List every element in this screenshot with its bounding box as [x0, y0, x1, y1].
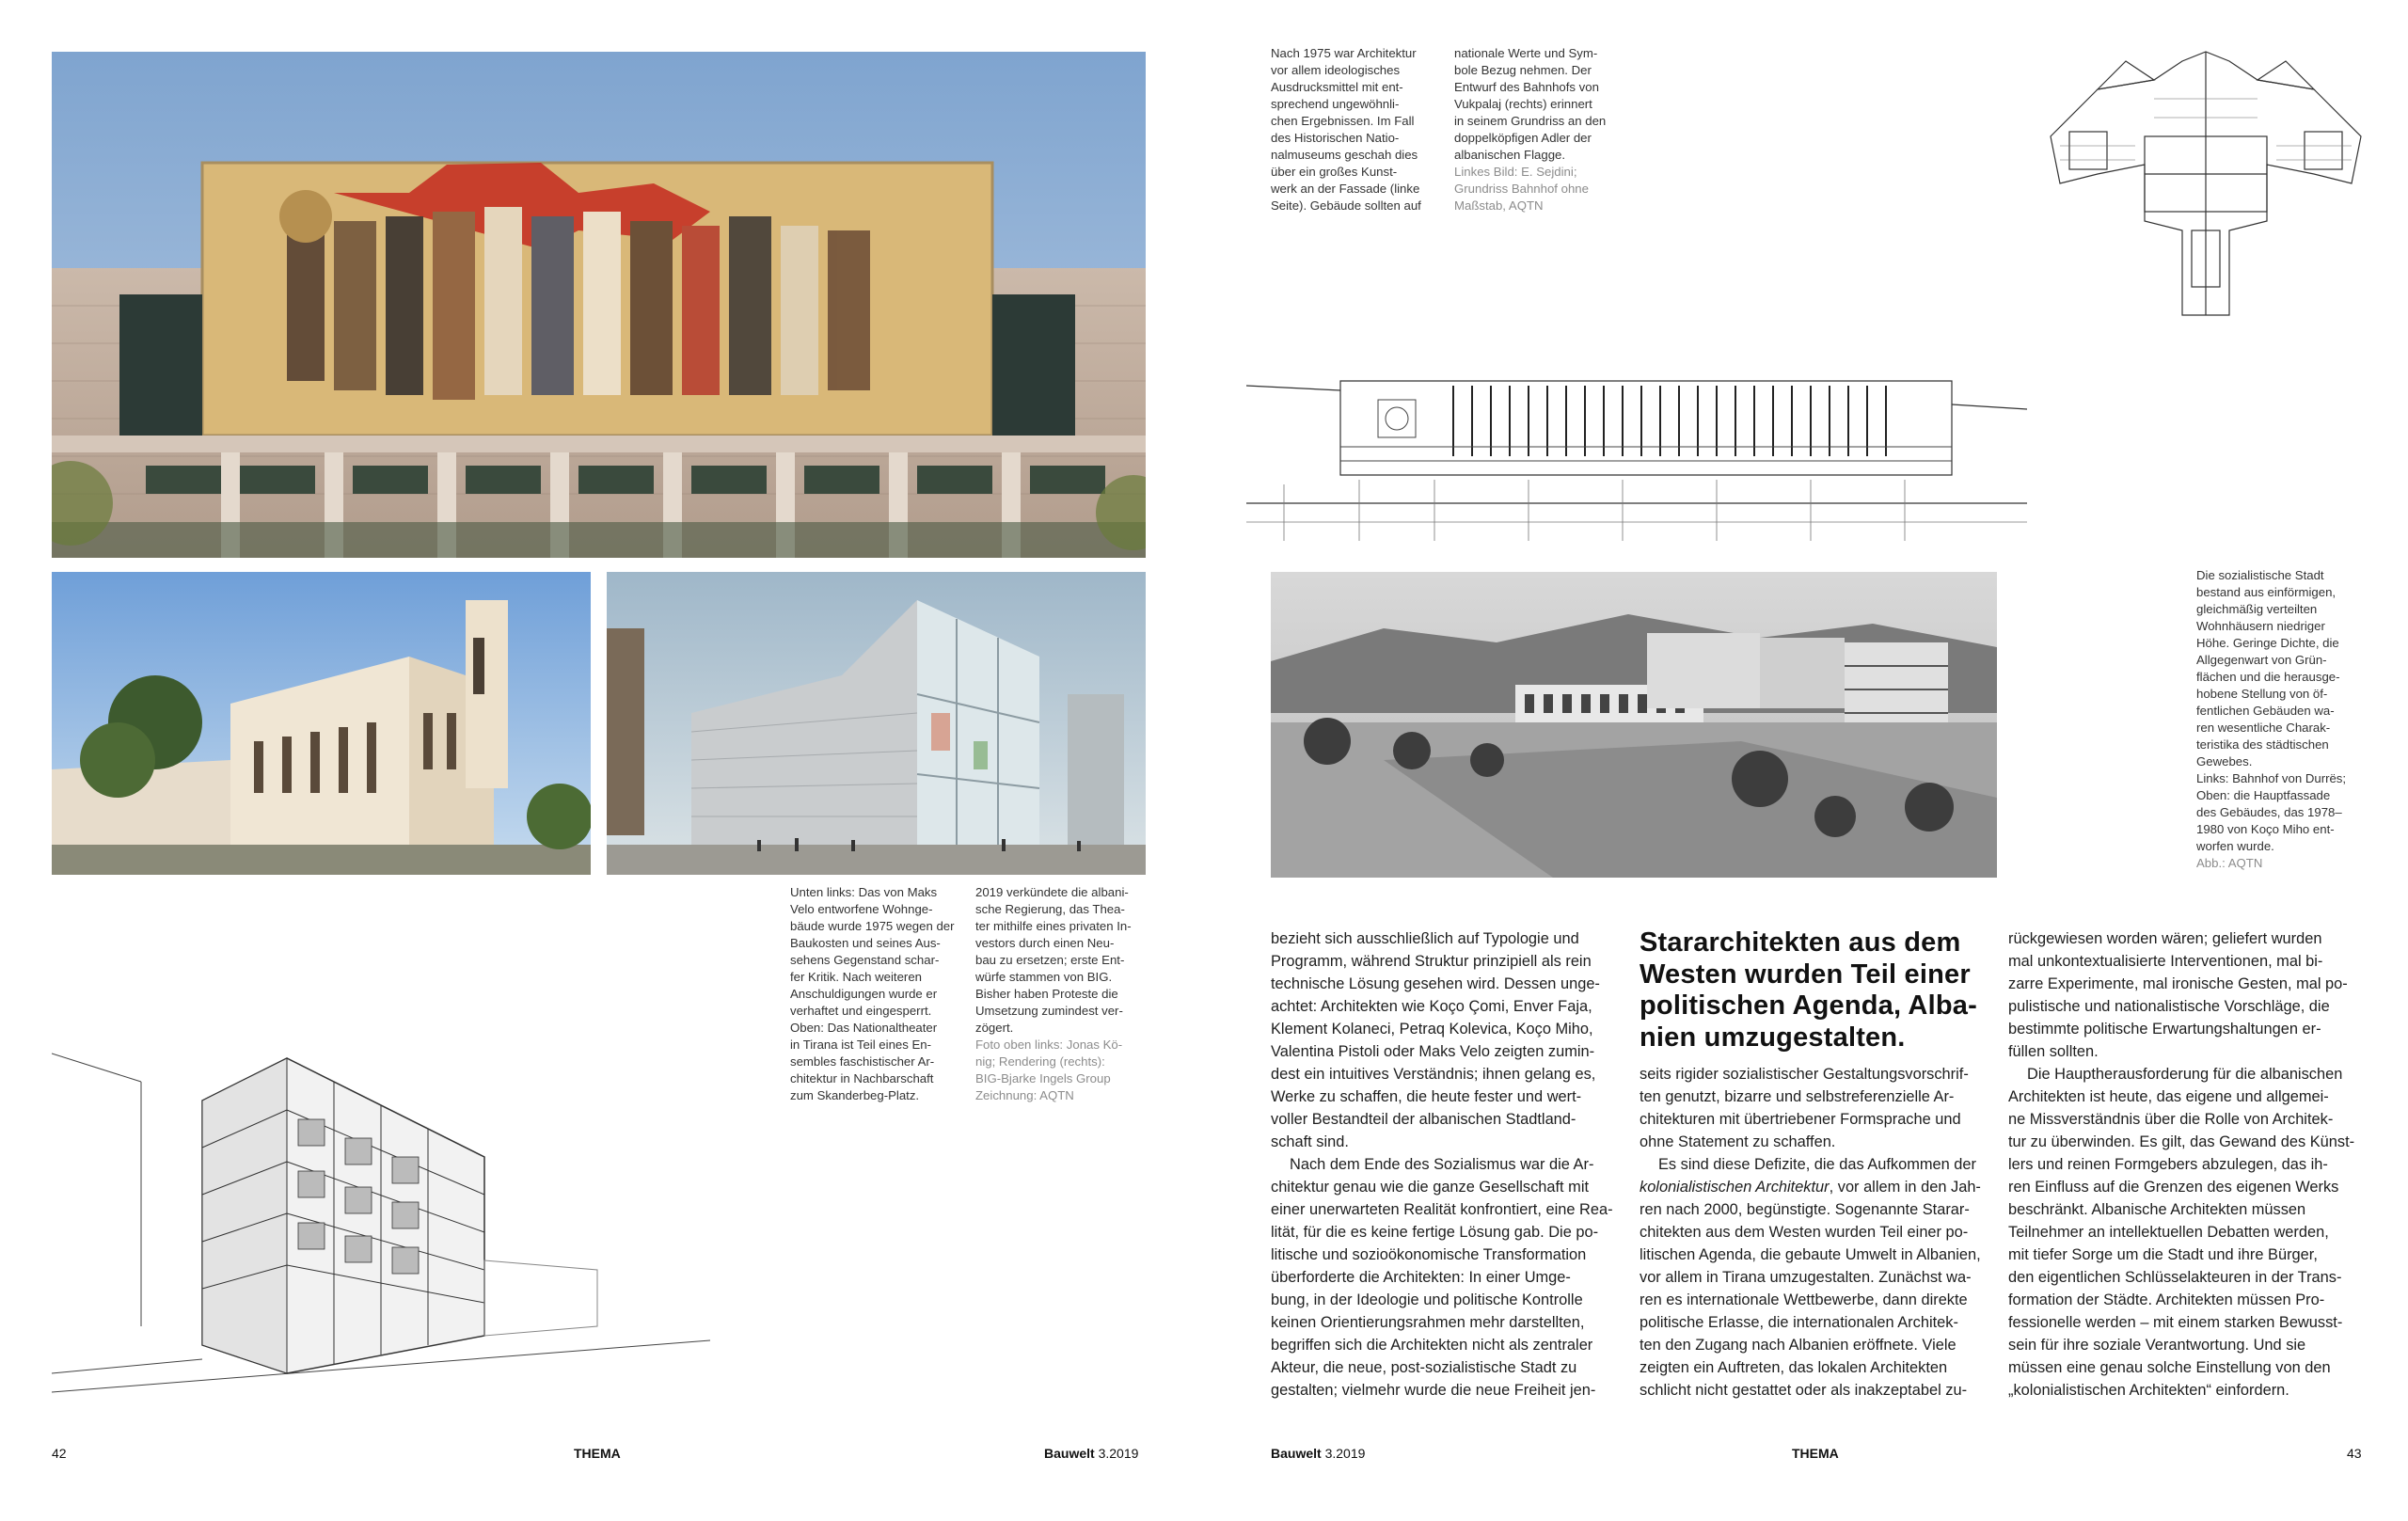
caption-line: des Gebäudes, das 1978–: [2196, 805, 2342, 819]
caption-line: Oben: Das Nationaltheater: [790, 1021, 938, 1035]
caption-line: 1980 von Koço Miho ent-: [2196, 822, 2335, 836]
credit-line: Abb.: AQTN: [2196, 856, 2263, 870]
body-line: füllen sollten.: [2008, 1043, 2099, 1060]
body-line: bung, in der Ideologie und politische Kontrolle: [1271, 1291, 1583, 1308]
caption-line: Seite). Gebäude sollten auf: [1271, 198, 1421, 213]
body-line: chitektur genau wie die ganze Gesellschaft mit: [1271, 1179, 1590, 1196]
body-line: tur zu überwinden. Es gilt, das Gewand des Künst-: [2008, 1133, 2355, 1150]
body-line: den eigentlichen Schlüsselakteuren in der Trans-: [2008, 1269, 2342, 1286]
body-line: einer unerwarteten Realität konfrontiert, eine Rea-: [1271, 1201, 1613, 1218]
body-line: ten genutzt, bizarre und selbstreferenzielle Ar-: [1640, 1088, 1955, 1105]
body-line: kolonialistischen Architektur, vor allem in den Jah-: [1640, 1179, 1981, 1196]
caption-left-col1: [790, 884, 974, 1104]
body-line: litischen Agenda, die gebaute Umwelt in Albanien,: [1640, 1246, 1981, 1263]
issue-number: 3.2019: [1324, 1446, 1366, 1461]
body-line: Valentina Pistoli oder Maks Velo zeigten zumin-: [1271, 1043, 1595, 1060]
caption-line: ren wesentliche Charak-: [2196, 721, 2331, 735]
body-line: mit tiefer Sorge um die Stadt und ihre Bürger,: [2008, 1246, 2318, 1263]
body-line: schaft sind.: [1271, 1133, 1349, 1150]
pull-quote: [1640, 927, 2006, 1054]
section-label-left: THEMA: [574, 1446, 621, 1461]
body-line: Klement Kolaneci, Petraq Kolevica, Koço Miho,: [1271, 1021, 1593, 1038]
body-line: Akteur, die neue, post-sozialistische Stadt zu: [1271, 1359, 1577, 1376]
body-line: zeigten ein Auftreten, das lokalen Architekten: [1640, 1359, 1948, 1376]
credit-line: BIG-Bjarke Ingels Group: [975, 1071, 1111, 1085]
caption-line: Die sozialistische Stadt: [2196, 568, 2324, 582]
body-line: ren Einfluss auf die Grenzen des eigenen Werks: [2008, 1179, 2339, 1196]
caption-line: bestand aus einförmigen,: [2196, 585, 2337, 599]
caption-line: bäude wurde 1975 wegen der: [790, 919, 955, 933]
body-line: chitekturen mit übertriebener Formsprache und: [1640, 1111, 1961, 1128]
body-line: zarre Experimente, mal ironische Gesten, mal po-: [2008, 975, 2348, 992]
credit-line: Zeichnung: AQTN: [975, 1088, 1074, 1102]
body-line: ren nach 2000, begünstigte. Sogenannte Starar-: [1640, 1201, 1970, 1218]
caption-line: sehens Gegenstand schar-: [790, 953, 940, 967]
caption-line: Allgegenwart von Grün-: [2196, 653, 2327, 667]
body-line: beschränkt. Albanische Architekten müssen: [2008, 1201, 2306, 1218]
caption-top-col1: [1271, 45, 1454, 214]
caption-line: Anschuldigungen wurde er: [790, 987, 938, 1001]
caption-line: bole Bezug nehmen. Der: [1454, 63, 1592, 77]
caption-line: in seinem Grundriss an den: [1454, 114, 1607, 128]
pull-quote-line: politischen Agenda, Alba-: [1640, 990, 1977, 1021]
pull-quote-line: Westen wurden Teil einer: [1640, 959, 1971, 990]
body-line: formation der Städte. Architekten müssen Pro-: [2008, 1291, 2325, 1308]
caption-line: verhaftet und eingesperrt.: [790, 1004, 932, 1018]
body-line: fessionelle werden – mit einem starken Bewusst-: [2008, 1314, 2343, 1331]
body-line: schlicht nicht gestattet oder als inakzeptabel zu-: [1640, 1382, 1968, 1399]
caption-line: nationale Werte und Sym-: [1454, 46, 1598, 60]
caption-line: chen Ergebnissen. Im Fall: [1271, 114, 1415, 128]
caption-line: worfen wurde.: [2196, 839, 2274, 853]
caption-line: Gewebes.: [2196, 754, 2253, 768]
body-column-3: [2008, 927, 2375, 1402]
caption-line: doppelköpfigen Adler der: [1454, 131, 1592, 145]
page-number-left: 42: [52, 1446, 67, 1461]
body-line: Es sind diese Defizite, die das Aufkommen der: [1658, 1156, 1977, 1173]
magazine-name: Bauwelt: [1271, 1446, 1322, 1461]
photo-national-theatre: [52, 572, 591, 875]
magazine-issue-left: [1044, 1445, 1138, 1462]
credit-line: Grundriss Bahnhof ohne: [1454, 182, 1589, 196]
caption-line: Vukpalaj (rechts) erinnert: [1454, 97, 1592, 111]
body-line: ne Missverständnis über die Rolle von Architek-: [2008, 1111, 2334, 1128]
caption-line: zum Skanderbeg-Platz.: [790, 1088, 920, 1102]
body-line: begriffen sich die Architekten nicht als zentraler: [1271, 1337, 1593, 1354]
body-line: mal unkontextualisierte Interventionen, mal bi-: [2008, 953, 2323, 970]
caption-top-col2: [1454, 45, 1633, 214]
caption-line: gleichmäßig verteilten: [2196, 602, 2318, 616]
body-line: „kolonialistischen Architekten“ einfordern.: [2008, 1382, 2289, 1399]
body-line: Nach dem Ende des Sozialismus war die Ar-: [1290, 1156, 1594, 1173]
caption-line: in Tirana ist Teil eines En-: [790, 1038, 932, 1052]
body-line: gestalten; vielmehr wurde die neue Freiheit jen-: [1271, 1382, 1596, 1399]
magazine-issue-right: [1271, 1445, 1365, 1462]
body-line: ren es internationale Wettbewerbe, dann direkte: [1640, 1291, 1968, 1308]
caption-line: Unten links: Das von Maks: [790, 885, 938, 899]
caption-line: Bisher haben Proteste die: [975, 987, 1118, 1001]
caption-line: Umsetzung zumindest ver-: [975, 1004, 1123, 1018]
caption-line: Nach 1975 war Architektur: [1271, 46, 1417, 60]
credit-line: Linkes Bild: E. Sejdini;: [1454, 165, 1577, 179]
body-column-2: [1640, 1063, 1997, 1402]
caption-left-col2: [975, 884, 1154, 1104]
body-line: überforderte die Architekten: In einer Umge-: [1271, 1269, 1571, 1286]
body-line: technische Lösung gesehen wird. Dessen unge-: [1271, 975, 1600, 992]
caption-line: werk an der Fassade (linke: [1271, 182, 1420, 196]
drawing-maks-velo-apartment: [52, 1044, 710, 1402]
caption-line: 2019 verkündete die albani-: [975, 885, 1129, 899]
caption-line: fer Kritik. Nach weiteren: [790, 970, 922, 984]
floor-plan-vukpalaj-station: [2041, 42, 2370, 325]
caption-line: albanischen Flagge.: [1454, 148, 1566, 162]
caption-line: nalmuseums geschah dies: [1271, 148, 1418, 162]
caption-line: Velo entworfene Wohnge-: [790, 902, 933, 916]
body-line: ohne Statement zu schaffen.: [1640, 1133, 1836, 1150]
caption-line: teristika des städtischen: [2196, 737, 2329, 752]
body-line: ten den Zugang nach Albanien eröffnete. Viele: [1640, 1337, 1956, 1354]
caption-line: chitektur in Nachbarschaft: [790, 1071, 934, 1085]
caption-line: zögert.: [975, 1021, 1014, 1035]
body-line: bezieht sich ausschließlich auf Typologie und: [1271, 930, 1579, 947]
caption-line: fentlichen Gebäuden wa-: [2196, 704, 2335, 718]
photo-durres-station: [1271, 572, 1997, 878]
body-line: vor allem in Tirana umzugestalten. Zunächst wa-: [1640, 1269, 1972, 1286]
body-line: rückgewiesen worden wären; geliefert wurden: [2008, 930, 2322, 947]
caption-line: bau zu ersetzen; erste Ent-: [975, 953, 1125, 967]
body-line: sein für ihre soziale Verantwortung. Und sie: [2008, 1337, 2306, 1354]
caption-line: flächen und die herausge-: [2196, 670, 2340, 684]
body-line: Werke zu schaffen, die heute fester und wert-: [1271, 1088, 1582, 1105]
caption-line: Entwurf des Bahnhofs von: [1454, 80, 1599, 94]
body-line: Teilnehmer an intellektuellen Debatten werden,: [2008, 1224, 2329, 1241]
caption-line: sche Regierung, das Thea-: [975, 902, 1125, 916]
body-line: seits rigider sozialistischer Gestaltungsvorschrif-: [1640, 1066, 1969, 1083]
elevation-durres-station: [1246, 372, 2027, 546]
caption-line: ter mithilfe eines privaten In-: [975, 919, 1132, 933]
emphasis: kolonialistischen Architektur: [1640, 1179, 1830, 1196]
caption-line: Höhe. Geringe Dichte, die: [2196, 636, 2339, 650]
body-line: keinen Orientierungsrahmen mehr darstellten,: [1271, 1314, 1585, 1331]
page-number-right: 43: [2347, 1446, 2362, 1461]
photo-national-history-museum: [52, 52, 1146, 558]
body-line: Die Hauptherausforderung für die albanischen: [2027, 1066, 2343, 1083]
magazine-name: Bauwelt: [1044, 1446, 1095, 1461]
credit-line: Maßstab, AQTN: [1454, 198, 1544, 213]
body-line: voller Bestandteil der albanischen Stadtland-: [1271, 1111, 1576, 1128]
caption-line: würfe stammen von BIG.: [975, 970, 1113, 984]
body-line: Programm, während Struktur prinzipiell als rein: [1271, 953, 1592, 970]
body-line: Architekten ist heute, das eigene und allgemei-: [2008, 1088, 2329, 1105]
body-line: dest ein intuitives Verständnis; ihnen gelang es,: [1271, 1066, 1596, 1083]
body-column-1: [1271, 927, 1619, 1402]
caption-line: des Historischen Natio-: [1271, 131, 1400, 145]
body-line: pulistische und nationalistische Vorschläge, die: [2008, 998, 2330, 1015]
body-line: lers und reinen Formgebers abzulegen, das ih-: [2008, 1156, 2328, 1173]
caption-line: Wohnhäusern niedriger: [2196, 619, 2325, 633]
caption-line: Ausdrucksmittel mit ent-: [1271, 80, 1403, 94]
caption-line: sembles faschistischer Ar-: [790, 1054, 935, 1069]
issue-number: 3.2019: [1098, 1446, 1139, 1461]
caption-line: vor allem ideologisches: [1271, 63, 1401, 77]
credit-line: Foto oben links: Jonas Kö-: [975, 1038, 1123, 1052]
body-line: achtet: Architekten wie Koço Çomi, Enver Faja,: [1271, 998, 1592, 1015]
credit-line: nig; Rendering (rechts):: [975, 1054, 1105, 1069]
body-line: litische und sozioökonomische Transformation: [1271, 1246, 1587, 1263]
section-label-right: THEMA: [1792, 1446, 1839, 1461]
body-line: politische Erlasse, die internationalen Architek-: [1640, 1314, 1958, 1331]
caption-line: hobene Stellung von öf-: [2196, 687, 2328, 701]
caption-line: Oben: die Hauptfassade: [2196, 788, 2331, 802]
pull-quote-line: Stararchitekten aus dem: [1640, 927, 1961, 958]
caption-line: Baukosten und seines Aus-: [790, 936, 941, 950]
caption-line: sprechend ungewöhnli-: [1271, 97, 1400, 111]
rendering-big-theatre: [607, 572, 1146, 875]
body-line: chitekten aus dem Westen wurden Teil einer po-: [1640, 1224, 1969, 1241]
caption-line: vestors durch einen Neu-: [975, 936, 1115, 950]
caption-line: Links: Bahnhof von Durrës;: [2196, 771, 2347, 785]
body-line: bestimmte politische Erwartungshaltungen er-: [2008, 1021, 2321, 1038]
body-line: müssen eine genau solche Einstellung von den: [2008, 1359, 2331, 1376]
caption-side: [2196, 567, 2375, 872]
body-line: lität, für die es keine fertige Lösung gab. Die po-: [1271, 1224, 1599, 1241]
pull-quote-line: nien umzugestalten.: [1640, 1022, 1906, 1053]
caption-line: über ein großes Kunst-: [1271, 165, 1398, 179]
